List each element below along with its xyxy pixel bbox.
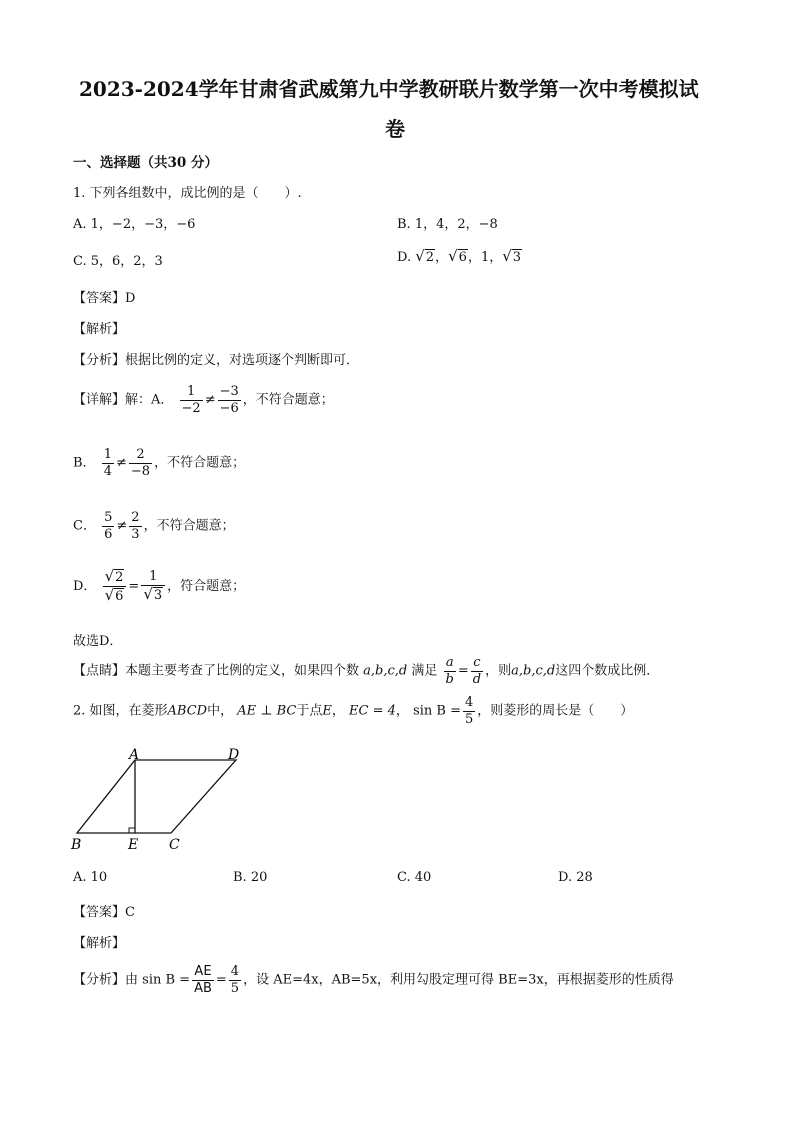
q1-option-a: A. 1，−2，−3，−6 <box>73 217 196 232</box>
q1-option-d: D. √2，√6，1，√3 <box>397 247 522 265</box>
sqrt-symbol: √6 <box>448 247 467 265</box>
rhombus-outline <box>77 760 236 833</box>
q1-analysis-heading: 【解析】 <box>73 322 126 337</box>
q2-analysis-heading: 【解析】 <box>73 936 126 951</box>
q1-detail-d: D． $\frac{√2}{√6}$ = $\frac{1}{√3}$ ，符合题意； <box>73 567 246 604</box>
q1-conclusion: 故选D． <box>73 634 123 649</box>
q1-option-c: C. 5，6，2，3 <box>73 254 163 269</box>
q1-option-b: B. 1，4，2，−8 <box>397 217 498 232</box>
q1-detail-a: 【详解】解：A． $\frac{1}{-2}$ ≠ $\frac{-3}{-6}$ ，不符合题意； <box>73 384 334 416</box>
vertex-label-c: C <box>169 837 180 853</box>
q2-option-d: D. 28 <box>558 870 593 885</box>
q1-fenxi: 【分析】根据比例的定义，对选项逐个判断即可． <box>73 353 360 368</box>
document-title-line2: 卷 <box>385 117 405 141</box>
vertex-label-a: A <box>129 747 140 763</box>
q1-detail-c: C． $\frac{5}{6}$ ≠ $\frac{2}{3}$ ，不符合题意； <box>73 510 235 542</box>
section-heading: 一、选择题（共30 分） <box>73 155 218 171</box>
q1-answer: 【答案】D <box>73 291 136 306</box>
vertex-label-e: E <box>128 837 139 853</box>
q1-detail-b: B． $\frac{1}{4}$ ≠ $\frac{2}{-8}$ ，不符合题意； <box>73 447 246 479</box>
document-title-line1: 2023-2024学年甘肃省武威第九中学教研联片数学第一次中考模拟试 <box>79 77 699 101</box>
q2-option-c: C. 40 <box>397 870 432 885</box>
q1-dianjing: 【点睛】本题主要考查了比例的定义，如果四个数 a,b,c,d 满足 $\frac{a}{b}$ = $\frac{c}{d}$ ，则a,b,c,d这四个数成比例． <box>73 655 660 687</box>
sqrt-symbol: √2 <box>415 247 435 265</box>
vertex-label-d: D <box>228 747 240 763</box>
q2-stem: 2. 如图，在菱形ABCD中， AE ⊥ BC于点E， EC = 4， sin B = $\frac{4}{5}$ ，则菱形的周长是（ ） <box>73 695 634 727</box>
q2-answer: 【答案】C <box>73 905 135 920</box>
right-angle-mark <box>129 828 135 833</box>
q2-option-a: A. 10 <box>73 870 108 885</box>
sqrt-symbol: √3 <box>502 247 522 265</box>
q2-fenxi: 【分析】由 sin B = $\frac{AE}{AB}$ = $\frac{4}{5}$ ，设 AE=4x，AB=5x，利用勾股定理可得 BE=3x，再根据菱形的性质得 <box>73 964 674 996</box>
q1-stem: 1. 下列各组数中，成比例的是（ ）. <box>73 186 302 201</box>
vertex-label-b: B <box>71 837 82 853</box>
rhombus-diagram <box>68 742 248 854</box>
q2-option-b: B. 20 <box>233 870 268 885</box>
